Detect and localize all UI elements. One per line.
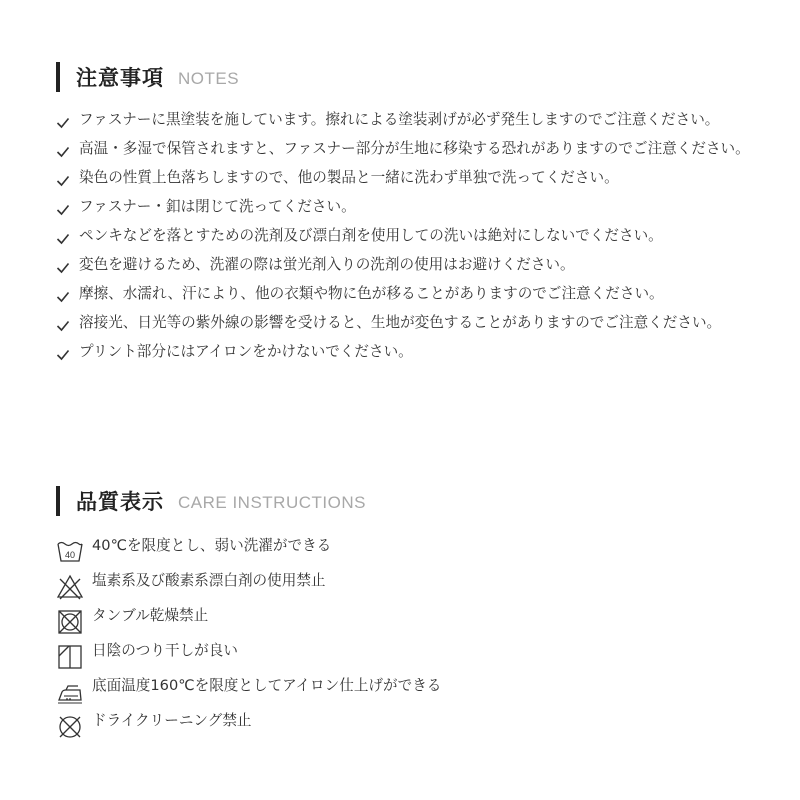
note-text: ファスナー・釦は閉じて洗ってください。 — [79, 198, 356, 215]
note-item — [56, 311, 750, 335]
note-item — [56, 224, 750, 248]
care-item-bleach — [56, 571, 750, 606]
wash-40-icon — [56, 538, 84, 566]
notes-title: 注意事項 — [76, 66, 164, 90]
care-item-wash — [56, 536, 750, 571]
care-subtitle: CARE INSTRUCTIONS — [178, 493, 366, 512]
notes-list — [56, 108, 750, 364]
note-text: 染色の性質上色落ちしますので、他の製品と一緒に洗わず単独で洗ってください。 — [79, 169, 619, 186]
check-icon — [56, 320, 70, 332]
note-item — [56, 282, 750, 306]
care-title: 品質表示 — [76, 490, 164, 514]
care-item-dry — [56, 641, 750, 676]
note-text: 溶接光、日光等の紫外線の影響を受けると、生地が変色することがありますのでご注意ください。 — [79, 314, 722, 331]
note-item — [56, 195, 750, 219]
check-icon — [56, 204, 70, 216]
no-tumble-dry-icon — [56, 608, 84, 636]
note-text: 変色を避けるため、洗濯の際は蛍光剤入りの洗剤の使用はお避けください。 — [79, 256, 575, 273]
care-section — [56, 486, 750, 746]
no-bleach-icon — [56, 573, 84, 601]
care-item-dryclean — [56, 711, 750, 746]
notes-section — [56, 62, 750, 369]
care-heading — [56, 486, 750, 516]
wash-temp-label: 40 — [64, 550, 76, 560]
care-item-tumble — [56, 606, 750, 641]
note-item — [56, 137, 750, 161]
notes-subtitle: NOTES — [178, 69, 240, 88]
care-item-iron — [56, 676, 750, 711]
care-text: 底面温度160℃を限度としてアイロン仕上げができる — [92, 677, 442, 694]
check-icon — [56, 262, 70, 274]
care-text: 40℃を限度とし、弱い洗濯ができる — [92, 537, 332, 554]
note-item — [56, 108, 750, 132]
check-icon — [56, 233, 70, 245]
line-dry-shade-icon — [56, 643, 84, 671]
iron-medium-icon — [56, 678, 84, 706]
check-icon — [56, 349, 70, 361]
note-text: 摩擦、水濡れ、汗により、他の衣類や物に色が移ることがありますのでご注意ください。 — [79, 285, 664, 302]
check-icon — [56, 291, 70, 303]
notes-heading — [56, 62, 750, 92]
note-text: ファスナーに黒塗装を施しています。擦れによる塗装剥げが必ず発生しますのでご注意ください。 — [79, 111, 720, 128]
check-icon — [56, 175, 70, 187]
care-text: 日陰のつり干しが良い — [92, 642, 238, 659]
care-list — [56, 536, 750, 746]
note-text: プリント部分にはアイロンをかけないでください。 — [79, 343, 413, 360]
note-item — [56, 340, 750, 364]
care-text: タンブル乾燥禁止 — [92, 607, 209, 624]
check-icon — [56, 117, 70, 129]
note-text: ペンキなどを落とすための洗剤及び漂白剤を使用しての洗いは絶対にしないでください。 — [79, 227, 663, 244]
no-dry-clean-icon — [56, 713, 84, 741]
care-text: ドライクリーニング禁止 — [92, 712, 252, 729]
care-text: 塩素系及び酸素系漂白剤の使用禁止 — [92, 572, 326, 589]
note-item — [56, 253, 750, 277]
check-icon — [56, 146, 70, 158]
note-text: 高温・多湿で保管されますと、ファスナー部分が生地に移染する恐れがありますのでご注意ください。 — [79, 140, 750, 157]
note-item — [56, 166, 750, 190]
